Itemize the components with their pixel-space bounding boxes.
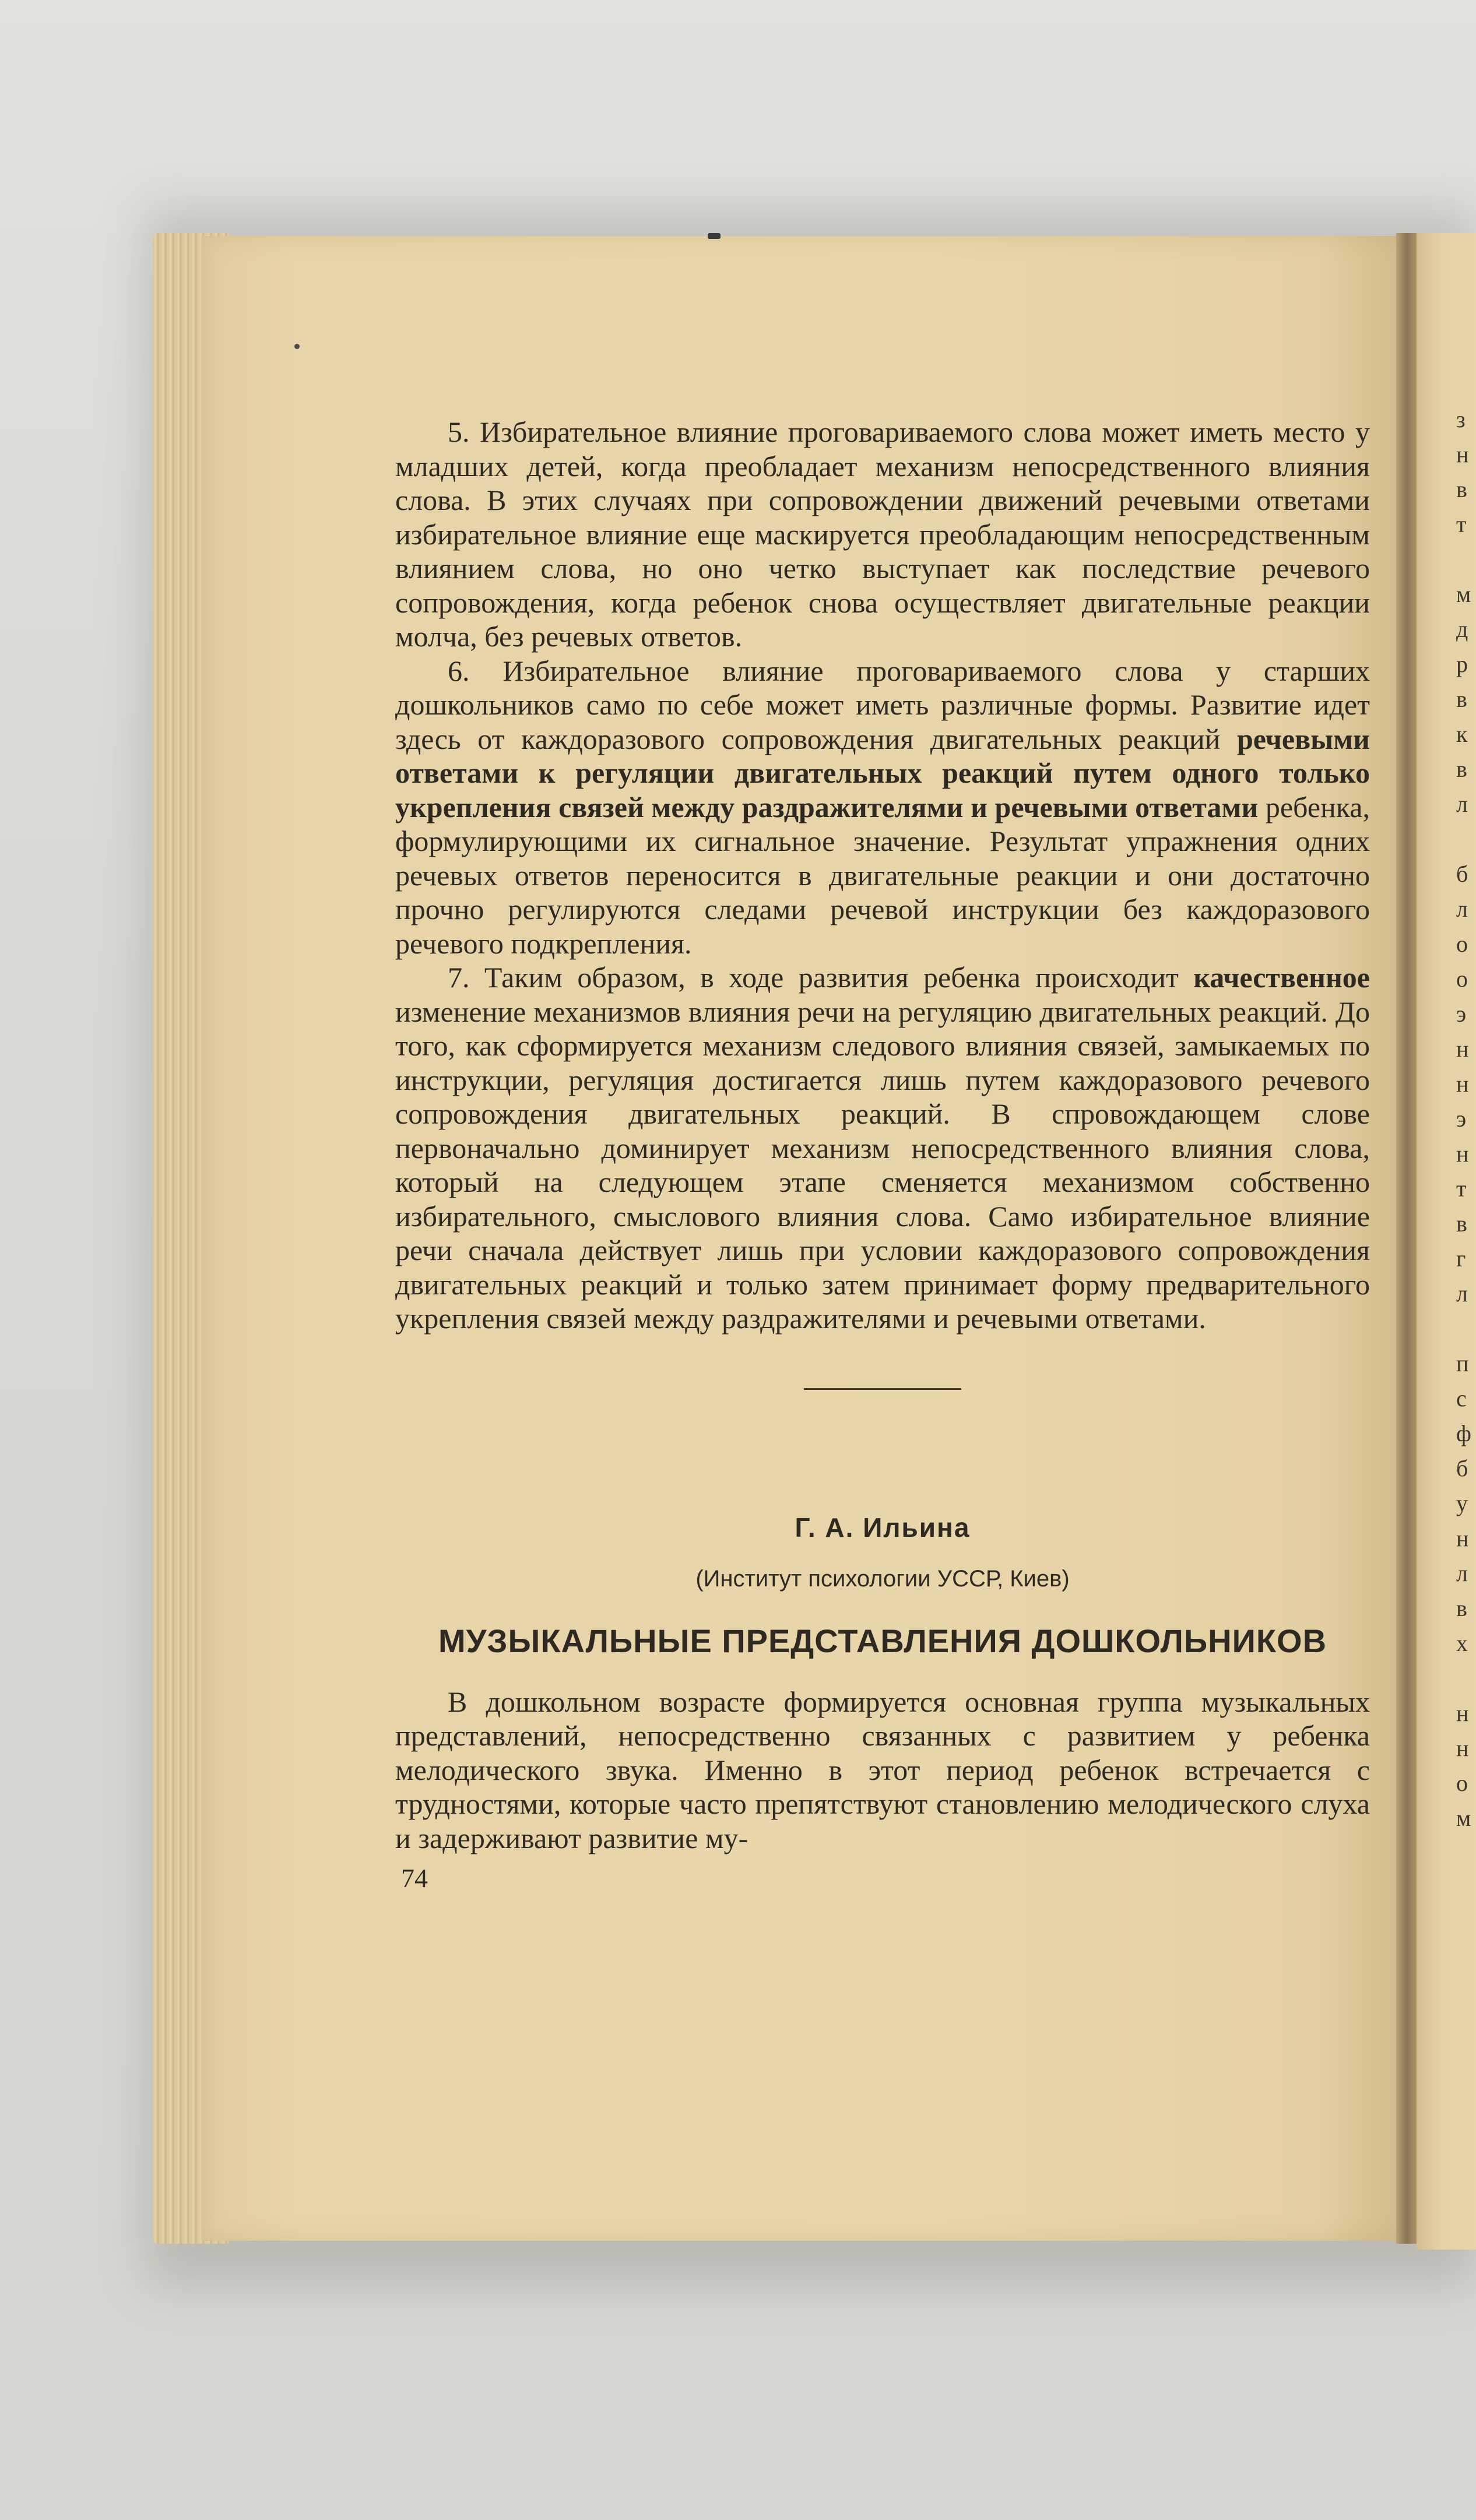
next-page-fragment: б — [1456, 1455, 1468, 1481]
article-affiliation: (Институт психологии УССР, Киев) — [695, 1565, 1070, 1592]
next-page-fragment: ф — [1456, 1420, 1471, 1446]
article-title: МУЗЫКАЛЬНЫЕ ПРЕДСТАВЛЕНИЯ ДОШКОЛЬНИКОВ — [438, 1622, 1327, 1659]
text-run: ребенка, формулирующими их сигнальное значение. Результат упражнения одних речевых ответов переносится в двигательные реакции и они достаточно прочно регулируются следами речевой инструкции без каждоразового речевого подкрепления. — [395, 790, 1370, 960]
next-page-fragment: в — [1456, 1210, 1467, 1237]
text-run: 5. Избирательное влияние проговариваемого слова может иметь место у младших детей, когда преобладает механизм непосредственного влияния слова. В этих случаях при сопровождении движений речевыми ответами избирательное влияние еще маскируется преобладающим непосредственным влиянием слова, но оно четко выступает как последствие речевого сопровождения, когда ребенок снова осуществляет двигательные реакции молча, без речевых ответов. — [395, 416, 1370, 653]
page-content — [395, 415, 1370, 1896]
next-page-fragment: б — [1456, 861, 1468, 887]
next-page-fragment: о — [1456, 1770, 1468, 1796]
next-page-fragments — [1456, 408, 1476, 1894]
next-page-fragment: н — [1456, 1071, 1469, 1097]
next-page-fragment: о — [1456, 931, 1468, 957]
next-page-fragment: н — [1456, 1141, 1469, 1167]
next-page-fragment: в — [1456, 476, 1467, 502]
next-page-fragment: н — [1456, 441, 1469, 467]
next-page-fragment: з — [1456, 406, 1466, 432]
next-page-fragment: м — [1456, 1805, 1471, 1831]
next-page-fragment: н — [1456, 1735, 1469, 1761]
article-intro-paragraph: В дошкольном возрасте формируется основная группа музыкальных представлений, непосредственно связанных с развитием у ребенка мелодического звука. Именно в этот период ребенок встречается с трудностями, которые часто препятствуют становлению мелодического слуха и задерживают развитие му- — [395, 1685, 1370, 1854]
paragraphs-top — [395, 415, 1370, 1336]
next-page-fragment: н — [1456, 1036, 1469, 1062]
para-6-paragraph — [395, 654, 1370, 961]
dust-speck — [294, 344, 300, 349]
page-number: 74 — [401, 1863, 428, 1893]
binding-mark — [708, 233, 721, 239]
next-page-fragment: т — [1456, 1175, 1467, 1202]
text-run: 7. Таким образом, в ходе развития ребенка происходит — [448, 961, 1194, 994]
next-page-fragment: в — [1456, 756, 1467, 782]
next-page-fragment: л — [1456, 1280, 1468, 1307]
next-page-fragment: э — [1456, 1106, 1467, 1132]
next-page-fragment: н — [1456, 1525, 1469, 1551]
bold-text: речевыми ответами к регуляции двигательных реакций путем одного только укрепления связей между раздражителями и речевыми ответами — [395, 722, 1370, 823]
next-page-fragment: р — [1456, 651, 1468, 677]
next-page-fragment: м — [1456, 581, 1471, 607]
next-page-fragment: в — [1456, 1595, 1467, 1621]
next-page-fragment: п — [1456, 1350, 1469, 1377]
next-page-fragment: л — [1456, 896, 1468, 922]
book-gutter — [1396, 233, 1419, 2244]
next-page-fragment: в — [1456, 686, 1467, 712]
para-5-paragraph — [395, 415, 1370, 654]
para-7-paragraph — [395, 960, 1370, 1336]
text-run: 6. Избирательное влияние проговариваемого слова у старших дошкольников само по себе может иметь различные формы. Развитие идет здесь от каждоразового сопровождения двигательных реакций — [395, 654, 1370, 755]
bold-text: качественное — [1193, 961, 1370, 994]
next-page-fragment: у — [1456, 1490, 1468, 1516]
next-page-fragment: л — [1456, 1560, 1468, 1586]
text-run: изменение механизмов влияния речи на регуляцию двигательных реакций. До того, как сформируется механизм следового влияния связей, замыкаемых по инструкции, регуляция достигается лишь путем каждоразового речевого сопровождения двигательных реакций. В спровождающем слове первоначально доминирует механизм непосредственного влияния слова, который на следующем этапе сменяется механизмом собственно избирательного, смыслового влияния слова. Само избирательное влияние речи сначала действует лишь при условии каждоразового сопровождения двигательных реакций и только затем принимает форму предварительного укрепления связей между раздражителями и речевыми ответами. — [395, 995, 1370, 1335]
article-author: Г. А. Ильина — [795, 1512, 971, 1543]
next-page-fragment: о — [1456, 966, 1468, 992]
next-page-fragment: н — [1456, 1700, 1469, 1726]
next-page-fragment: т — [1456, 511, 1467, 537]
next-page-fragment: г — [1456, 1245, 1466, 1272]
next-page-fragment: х — [1456, 1630, 1468, 1656]
next-page-fragment: э — [1456, 1001, 1467, 1027]
section-separator — [804, 1388, 961, 1390]
next-page-fragment: д — [1456, 616, 1468, 642]
next-page-fragment: к — [1456, 721, 1468, 747]
next-page-fragment: с — [1456, 1385, 1467, 1412]
next-page-fragment: л — [1456, 791, 1468, 817]
